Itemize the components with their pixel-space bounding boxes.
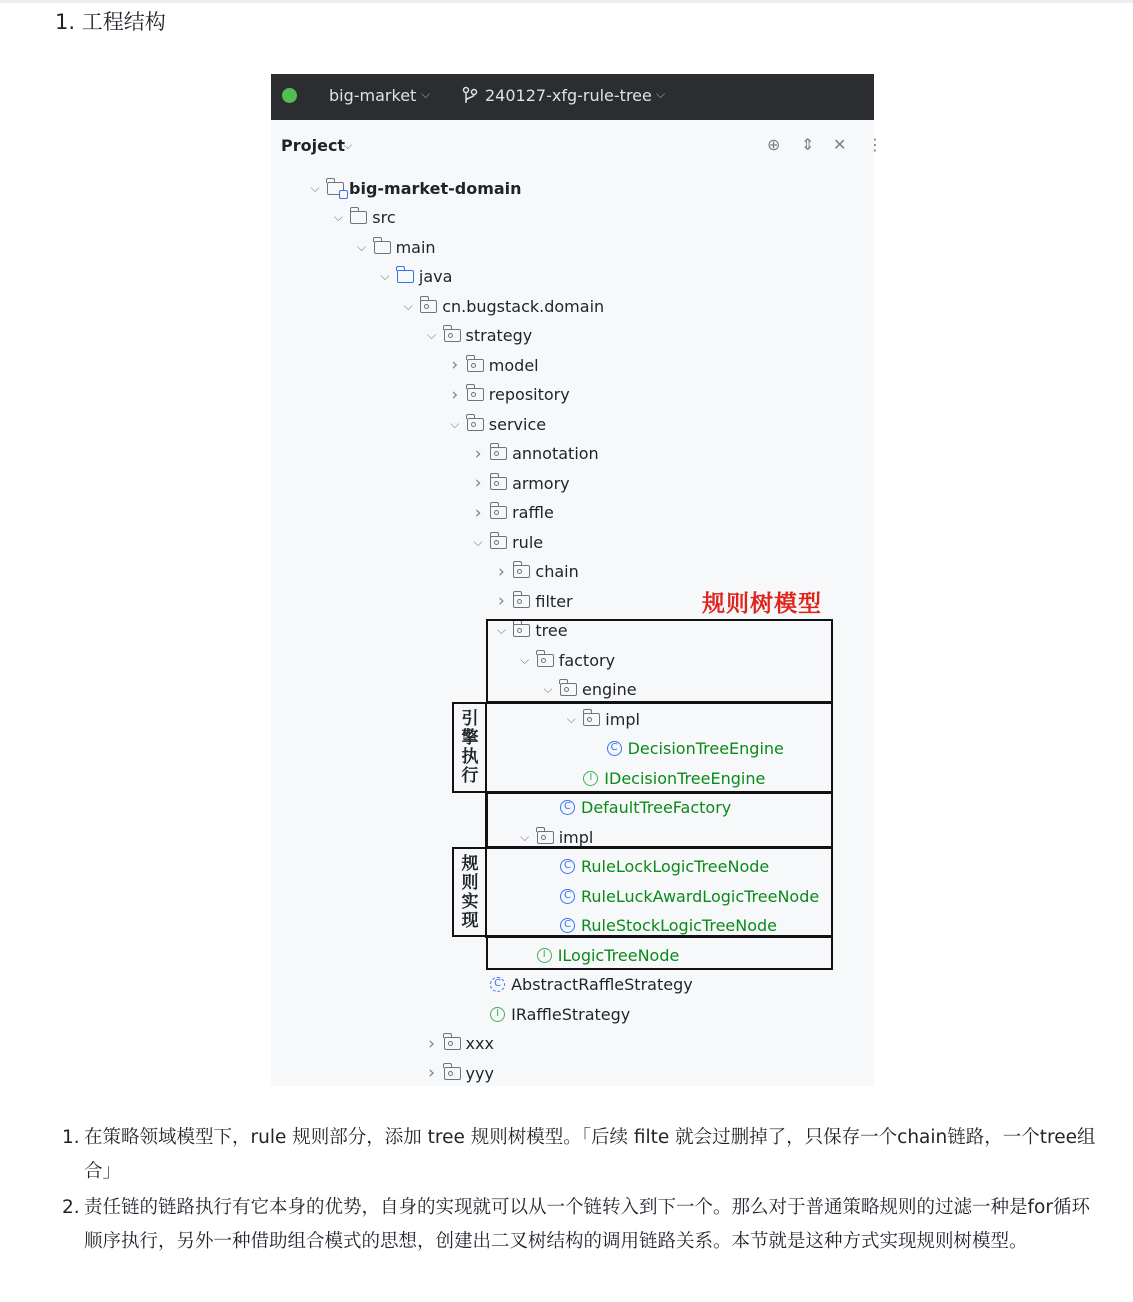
tree-item-label: RuleStockLogicTreeNode — [581, 916, 778, 935]
rule-impl-highlight-box — [452, 847, 833, 937]
tree-item-label: ILogicTreeNode — [557, 945, 680, 965]
chevron-down-icon[interactable]: ⌵ — [543, 682, 553, 696]
tree-item-label: tree — [535, 621, 568, 640]
factory-highlight-box — [486, 792, 833, 848]
list-number: 2. — [62, 1197, 80, 1218]
chevron-right-icon[interactable]: › — [428, 1063, 435, 1083]
class-icon: C — [560, 918, 575, 933]
chevron-right-icon[interactable]: › — [474, 443, 482, 464]
package-icon — [490, 477, 507, 490]
project-panel-title[interactable]: Project — [281, 136, 346, 155]
chevron-down-icon[interactable]: ⌵ — [520, 652, 530, 667]
interface-icon: I — [490, 1007, 505, 1022]
tree-item-java[interactable] — [376, 264, 453, 290]
tree-item-label: factory — [558, 650, 616, 670]
tree-item-service[interactable] — [446, 411, 546, 437]
tree-item-label: armory — [512, 473, 570, 493]
tree-item-label: chain — [535, 562, 579, 581]
tree-item-big-market-domain[interactable] — [306, 175, 522, 201]
tree-item-label: repository — [488, 385, 570, 404]
tree-item-raffle[interactable] — [469, 500, 554, 526]
package-icon — [490, 536, 507, 549]
project-status-dot-icon — [282, 88, 297, 103]
tree-item-label: RuleLockLogicTreeNode — [581, 857, 770, 876]
chevron-down-icon[interactable]: ⌵ — [566, 711, 576, 726]
tree-item-abstractrafflestrategy[interactable] — [469, 972, 693, 998]
tree-item-label: strategy — [465, 326, 533, 345]
tree-item-rule[interactable] — [469, 529, 543, 555]
package-icon — [444, 1037, 461, 1050]
chevron-down-icon[interactable]: ⌵ — [310, 180, 320, 195]
package-icon — [444, 329, 461, 342]
class-icon: C — [560, 889, 575, 904]
tree-item-label: service — [488, 414, 547, 434]
tree-item-irafflestrategy[interactable] — [469, 1001, 630, 1027]
tree-item-label: DefaultTreeFactory — [581, 798, 732, 817]
tree-item-label: engine — [582, 680, 637, 699]
chevron-right-icon[interactable]: › — [451, 384, 459, 405]
folder-icon — [350, 211, 367, 224]
tree-item-label: src — [372, 208, 396, 227]
abstract-class-icon: C — [490, 977, 505, 992]
list-item — [62, 1191, 1102, 1259]
list-item — [62, 1121, 1102, 1189]
tree-item-label: cn.bugstack.domain — [442, 296, 605, 316]
package-icon — [467, 388, 484, 401]
rule-tree-model-label: 规则树模型 — [702, 591, 822, 617]
list-number: 1. — [62, 1127, 80, 1148]
tree-item-label: rule — [512, 532, 544, 552]
tree-item-label: impl — [605, 709, 640, 729]
tree-item-armory[interactable] — [469, 470, 570, 496]
package-icon — [420, 300, 437, 313]
chevron-right-icon[interactable]: › — [451, 355, 459, 375]
package-icon — [467, 418, 484, 431]
more-options-icon[interactable]: ⋮ — [867, 135, 883, 154]
chevron-down-icon[interactable]: ⌵ — [520, 829, 530, 844]
tree-item-label: main — [395, 237, 436, 257]
tree-item-label: AbstractRaffleStrategy — [511, 975, 693, 994]
chevron-down-icon[interactable]: ⌵ — [450, 416, 460, 431]
notes-list — [62, 1121, 1102, 1259]
package-icon — [513, 595, 530, 608]
package-icon — [513, 565, 530, 578]
ide-title-bar — [271, 74, 874, 120]
tree-item-repository[interactable] — [446, 382, 570, 408]
folder-icon — [374, 241, 391, 254]
chevron-right-icon[interactable]: › — [497, 561, 505, 582]
chevron-right-icon[interactable]: › — [474, 473, 482, 493]
rule-impl-label: 规 则 实 现 — [461, 854, 479, 931]
project-name[interactable]: big-market — [329, 86, 417, 105]
package-icon — [444, 1067, 461, 1080]
class-icon: C — [607, 741, 622, 756]
expand-collapse-icon[interactable]: ⇕ — [801, 135, 815, 154]
chevron-down-icon[interactable]: ⌵ — [421, 87, 431, 101]
tree-item-label: IDecisionTreeEngine — [604, 768, 766, 788]
chevron-down-icon[interactable]: ⌵ — [496, 623, 506, 637]
tree-item-label: annotation — [512, 444, 599, 463]
tree-item-label: filter — [535, 591, 573, 611]
chevron-down-icon[interactable]: ⌵ — [357, 239, 367, 254]
package-icon — [490, 447, 507, 460]
tree-item-label: RuleLuckAwardLogicTreeNode — [581, 886, 820, 906]
engine-highlight-box — [452, 702, 833, 793]
tree-item-chain[interactable] — [492, 559, 578, 585]
git-branch-name[interactable]: 240127-xfg-rule-tree — [485, 86, 652, 105]
tree-item-label: DecisionTreeEngine — [627, 739, 784, 758]
rule-tree-highlight-box — [486, 619, 833, 703]
chevron-down-icon[interactable]: ⌵ — [343, 138, 353, 152]
source-folder-icon — [397, 270, 414, 283]
tree-item-xxx[interactable] — [423, 1031, 494, 1057]
interface-icon: I — [583, 771, 598, 786]
tree-item-strategy[interactable] — [423, 323, 533, 349]
tree-item-label: model — [488, 355, 539, 375]
class-icon: C — [560, 800, 575, 815]
top-divider — [0, 0, 1133, 3]
tree-item-label: IRaffleStrategy — [511, 1004, 631, 1024]
class-icon: C — [560, 859, 575, 874]
chevron-down-icon[interactable]: ⌵ — [656, 87, 666, 101]
chevron-down-icon[interactable]: ⌵ — [473, 534, 483, 549]
chevron-down-icon[interactable]: ⌵ — [426, 328, 437, 342]
package-icon — [467, 359, 484, 372]
section-heading: 1. 工程结构 — [55, 10, 166, 34]
git-branch-icon — [461, 86, 479, 106]
tree-item-cn-bugstack-domain[interactable] — [399, 293, 604, 319]
module-icon — [327, 182, 344, 195]
tree-item-filter[interactable] — [492, 588, 572, 614]
tree-item-yyy[interactable] — [423, 1060, 494, 1086]
interface-icon: I — [537, 948, 552, 963]
tree-item-src[interactable] — [329, 205, 395, 231]
tree-item-label: yyy — [465, 1063, 494, 1083]
package-icon — [490, 506, 507, 519]
chevron-down-icon[interactable]: ⌵ — [380, 269, 390, 283]
tree-item-label: raffle — [512, 503, 554, 522]
tree-item-label: impl — [558, 827, 594, 847]
chevron-right-icon[interactable]: › — [428, 1033, 435, 1054]
logic-node-highlight-box — [486, 936, 833, 970]
close-icon[interactable]: ✕ — [833, 135, 847, 154]
tree-item-model[interactable] — [446, 352, 539, 378]
engine-exec-label: 引 擎 执 行 — [461, 709, 479, 786]
tree-item-label: xxx — [465, 1034, 494, 1053]
chevron-down-icon[interactable]: ⌵ — [403, 298, 413, 313]
list-item-text: 在策略领域模型下，rule 规则部分，添加 tree 规则树模型。「后续 filte 就会过删掉了，只保存一个chain链路，一个tree组合」 — [84, 1127, 1096, 1182]
list-item-text: 责任链的链路执行有它本身的优势，自身的实现就可以从一个链转入到下一个。那么对于普通策略规则的过滤一种是for循环顺序执行，另外一种借助组合模式的思想，创建出二叉树结构的调用链路关系。本节就是这种方式实现规则树模型。 — [84, 1197, 1090, 1252]
box-divider — [485, 702, 487, 938]
tree-item-main[interactable] — [353, 234, 436, 260]
chevron-right-icon[interactable]: › — [474, 502, 482, 523]
tree-item-annotation[interactable] — [469, 441, 599, 467]
chevron-down-icon[interactable]: ⌵ — [333, 210, 343, 224]
chevron-right-icon[interactable]: › — [497, 591, 505, 611]
locate-icon[interactable]: ⊕ — [767, 135, 781, 154]
tree-item-label: java — [418, 267, 453, 286]
tree-item-label: big-market-domain — [349, 178, 522, 198]
